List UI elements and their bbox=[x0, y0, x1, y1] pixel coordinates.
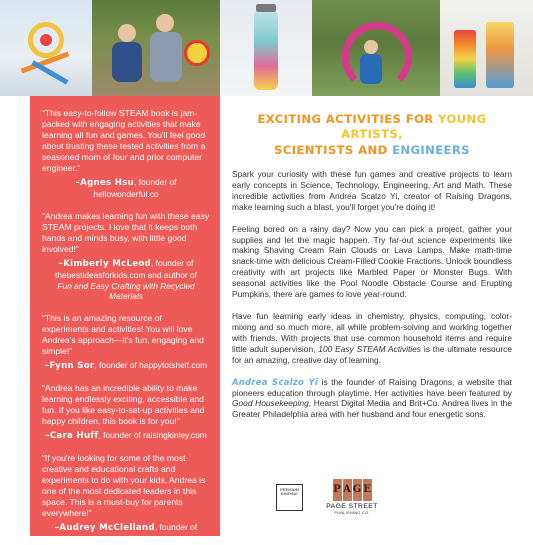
testimonial-book-title: Fun and Easy Crafting with Recycled Materials bbox=[57, 280, 195, 302]
description-paragraph: Feeling bored on a rainy day? Now you can pick a project, gather your supplies and let the magic happen. Try far-out science experiments like making Shaving Cream Rain Clouds or Lava Lamps. Make math-time snack-time with delicious Cream-Filled Cookie Fractions. Unlock boundless creativity with art projects like Marbled Paper or Monster Bugs. With seasonal activities like the Pool Noodle Obstacle Course and Erupting Pumpkins, there are games to love year-round. bbox=[232, 223, 512, 300]
description-paragraph: Spark your curiosity with these fun games and creative projects to learn early concepts in Science, Technology, Engineering, Art and Math. These incredible activities from Andrea Scalzo Yi, creator of Raising Dragons, make learning such a blast, you'll forget you're doing it! bbox=[232, 168, 512, 212]
photo-pool-noodle-course bbox=[312, 0, 440, 96]
testimonial-affiliation: , founder of happytotshelf.com bbox=[94, 360, 208, 370]
testimonial-affiliation: , founder of momgenerations.com bbox=[85, 522, 198, 544]
photo-boys-with-shields bbox=[92, 0, 220, 96]
publisher-name: PAGE STREET bbox=[326, 503, 378, 510]
headline: EXCITING ACTIVITIES FOR YOUNG ARTISTS, SCIENTISTS AND ENGINEERS bbox=[257, 112, 487, 157]
testimonial bbox=[42, 383, 210, 442]
testimonial bbox=[42, 313, 210, 372]
testimonial-author: –Audrey McClelland bbox=[54, 523, 155, 533]
testimonial bbox=[42, 211, 210, 302]
testimonial-quote: “This easy-to-follow STEAM book is jam-packed with engaging activities that make learning all fun and games. You'll feel good about trusting these tested activities from a seasoned mom of four and prior computer engineer.” bbox=[42, 108, 206, 173]
description-paragraph: Have fun learning early ideas in chemistry, physics, computing, color-mixing and so much more, all while problem-solving and working together with friends. With projects that use common household items and require little adult supervision, 100 Easy STEAM Activities is the ultimate resource for an amazing, creative day of learning. bbox=[232, 311, 512, 365]
testimonial bbox=[42, 108, 210, 200]
photo-pipe-cleaner-sculpture bbox=[0, 0, 92, 96]
testimonial-author: –Agnes Hsu bbox=[75, 178, 135, 188]
publisher-subtitle: PUBLISHING CO. bbox=[334, 510, 370, 515]
testimonial-quote: “This is an amazing resource of experiments and activities! You will love Andrea's approach—it's fun, engaging and simple!” bbox=[42, 313, 204, 356]
testimonial-author: –Fynn Sor bbox=[44, 361, 95, 371]
cover-photo-strip bbox=[0, 0, 533, 96]
photo-density-tower-jars bbox=[440, 0, 533, 96]
publisher-logo bbox=[325, 479, 379, 515]
testimonials-panel bbox=[30, 96, 220, 544]
testimonial-quote: “Andrea has an incredible ability to make learning endlessly exciting, accessible and fun. If you like easy-to-set-up activities and happy children, this book is for you!” bbox=[42, 383, 205, 426]
testimonial-author: –Kimberly McLeod bbox=[58, 258, 152, 269]
book-title: 100 Easy STEAM Activities bbox=[318, 343, 421, 354]
book-description bbox=[232, 96, 512, 420]
photo-glitter-bottle bbox=[220, 0, 312, 96]
testimonial-affiliation: , founder of raisingkinley.com bbox=[98, 430, 207, 440]
testimonial-author: –Cara Huff bbox=[45, 431, 99, 441]
author-bio: Andrea Scalzo Yi is the founder of Raising Dragons, a website that pioneers education through playtime. Her activities have been featured by Good Housekeeping, Hearst Digital Media and Brit+Co. Andrea lives in the Greater Philadelphia area with her husband and four energetic sons. bbox=[232, 376, 512, 420]
testimonial bbox=[42, 453, 210, 545]
testimonial-quote: “If you're looking for some of the most creative and educational crafts and experiments to do with your kids, Andrea is one of the most dedicated leaders in this space. This is a must-buy for parents everywhere!” bbox=[42, 453, 206, 518]
premium-binding-badge: PREMIUM BINDING bbox=[276, 484, 303, 511]
testimonial-quote: “Andrea makes learning fun with these easy STEAM projects. I love that it keeps both hands and minds busy, with little good involved!” bbox=[42, 210, 210, 254]
author-name: Andrea Scalzo Yi bbox=[232, 376, 319, 387]
magazine-name: Good Housekeeping bbox=[232, 398, 309, 409]
testimonial-affiliation: , founder of hellowonderful.co bbox=[93, 177, 177, 199]
publisher-mark-icon: P A G E bbox=[325, 479, 379, 501]
testimonial-affiliation: , founder of thebestideasforkids.com and author of bbox=[55, 257, 197, 280]
